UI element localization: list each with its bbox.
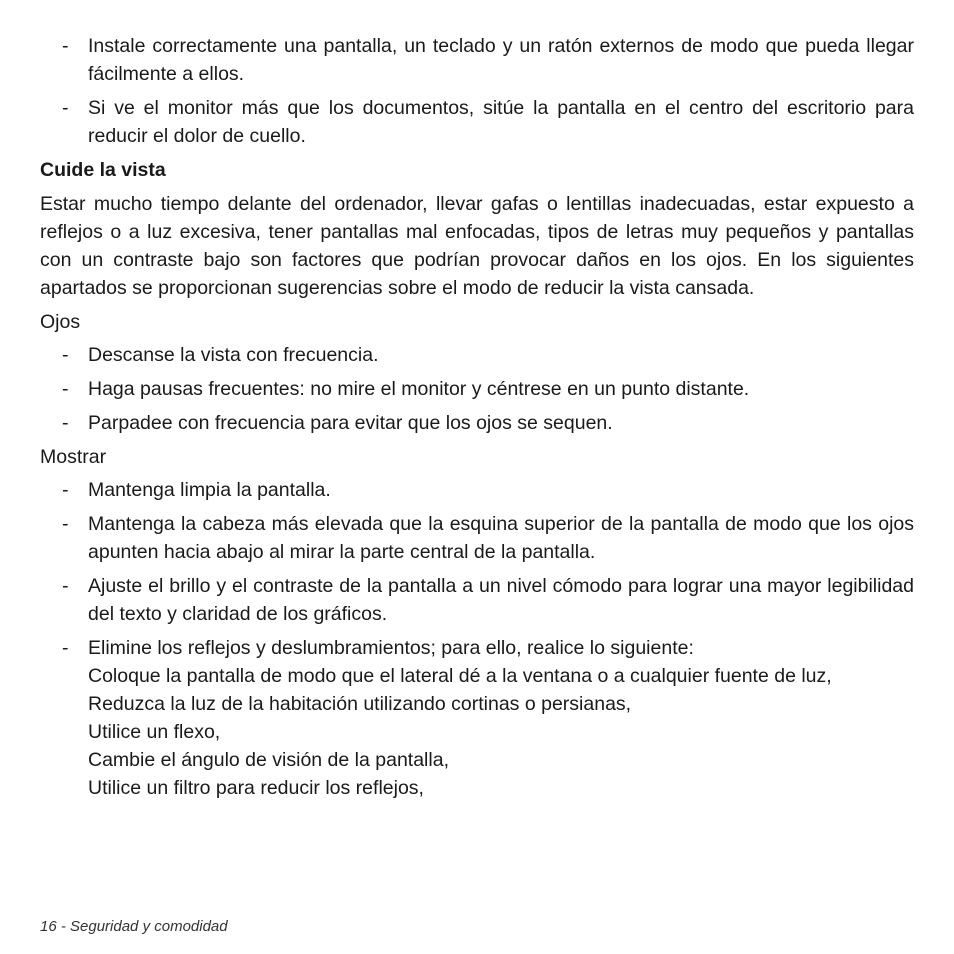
list-item-text: Si ve el monitor más que los documentos, sitúe la pantalla en el centro del escritorio para reducir el dolor de cuello.: [88, 97, 914, 147]
sub-line: Reduzca la luz de la habitación utilizando cortinas o persianas,: [88, 693, 632, 715]
bullet-dash: -: [62, 344, 69, 366]
bullet-dash: -: [62, 479, 69, 501]
section-heading: Cuide la vista: [40, 159, 166, 181]
list-item: [40, 341, 914, 369]
list-item: [40, 32, 914, 88]
list-item: [40, 375, 914, 403]
list-item: [40, 634, 914, 802]
bullet-dash: -: [62, 637, 69, 659]
list-item-text: Mantenga la cabeza más elevada que la esquina superior de la pantalla de modo que los ojos apunten hacia abajo al mirar la parte central de la pantalla.: [88, 513, 914, 563]
intro-paragraph: Estar mucho tiempo delante del ordenador, llevar gafas o lentillas inadecuadas, estar expuesto a reflejos o a luz excesiva, tener pantallas mal enfocadas, tipos de letras muy pequeños y pantallas con un contraste bajo son factores que podrían provocar daños en los ojos. En los siguientes apartados se proporcionan sugerencias sobre el modo de reducir la vista cansada.: [40, 193, 914, 299]
list-item-text: Haga pausas frecuentes: no mire el monitor y céntrese en un punto distante.: [88, 378, 750, 400]
list-item-text: Instale correctamente una pantalla, un teclado y un ratón externos de modo que pueda llegar fácilmente a ellos.: [88, 35, 914, 85]
list-item-text: Elimine los reflejos y deslumbramientos; para ello, realice lo siguiente:: [88, 637, 694, 659]
subsection-label-mostrar: Mostrar: [40, 446, 107, 468]
bullet-dash: -: [62, 35, 69, 57]
list-item-text: Mantenga limpia la pantalla.: [88, 479, 331, 501]
subsection-label-ojos: Ojos: [40, 311, 81, 333]
sub-line: Cambie el ángulo de visión de la pantalla,: [88, 749, 449, 771]
list-item: [40, 572, 914, 628]
list-item: [40, 510, 914, 566]
list-item: [40, 94, 914, 150]
document-body: [40, 32, 914, 808]
list-item-text: Parpadee con frecuencia para evitar que los ojos se sequen.: [88, 412, 613, 434]
sub-line: Utilice un flexo,: [88, 721, 221, 743]
bullet-dash: -: [62, 513, 69, 535]
list-item-text: Ajuste el brillo y el contraste de la pantalla a un nivel cómodo para lograr una mayor legibilidad del texto y claridad de los gráficos.: [88, 575, 914, 625]
bullet-dash: -: [62, 575, 69, 597]
list-item: [40, 476, 914, 504]
sub-line: Coloque la pantalla de modo que el lateral dé a la ventana o a cualquier fuente de luz,: [88, 665, 832, 687]
bullet-dash: -: [62, 412, 69, 434]
list-item: [40, 409, 914, 437]
page-footer: 16 - Seguridad y comodidad: [40, 918, 228, 935]
bullet-dash: -: [62, 97, 69, 119]
sub-line: Utilice un filtro para reducir los reflejos,: [88, 777, 424, 799]
list-item-text: Descanse la vista con frecuencia.: [88, 344, 379, 366]
bullet-dash: -: [62, 378, 69, 400]
